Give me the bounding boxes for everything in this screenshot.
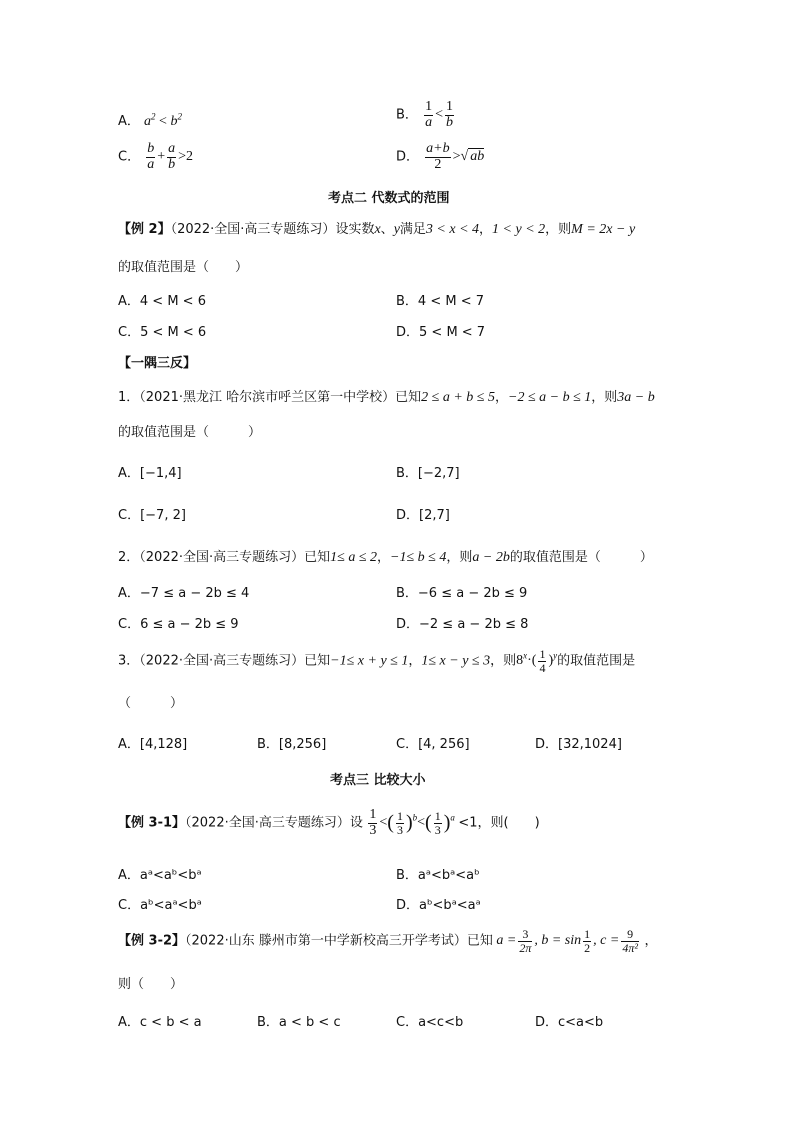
example-2-stem: [118, 218, 635, 238]
example-3-2-option-b: B．a < b < c: [257, 1015, 341, 1030]
frac-num: a: [168, 141, 176, 156]
problem-1-option-d: D．[2,7]: [396, 508, 450, 523]
option-letter: D．: [396, 149, 420, 165]
example-3-1-option-d: D．aᵇ<bᵃ<aᵃ: [396, 898, 481, 913]
example-label: 【例 3-1】: [118, 815, 186, 831]
frac-num: a+b: [426, 141, 450, 156]
option-letter: C．: [118, 149, 141, 165]
problem-1-option-c: C．[−7, 2]: [118, 508, 186, 523]
separator: ，: [494, 390, 508, 405]
frac-den: 3: [369, 822, 377, 838]
example-3-1-stem: 【例 3-1】（2022·全国·高三专题练习）设 $\frac{1}{3}$ <( $\frac{1}{3}$ )$^b$<( $\frac{1}{3}$ )$^a$ <1，则( ): [118, 807, 540, 838]
operator: ·(: [527, 653, 537, 669]
relation: >: [452, 149, 461, 165]
exponent: a: [450, 812, 455, 823]
frac-num: 1: [425, 99, 433, 114]
problem-1-stem-line2: 的取值范围是（ ）: [118, 425, 262, 440]
source-tag: （2022·全国·高三专题练习）: [170, 222, 336, 237]
section-title-practice: 【一隅三反】: [118, 356, 197, 371]
problem-number: 1．: [118, 390, 140, 405]
source-tag: （2021·黑龙江 哈尔滨市呼兰区第一中学校）: [139, 390, 396, 405]
frac-den: 2: [434, 156, 442, 172]
stem-text: 已知: [395, 390, 422, 405]
problem-2-option-d: D．−2 ≤ a − 2b ≤ 8: [396, 617, 529, 632]
option-letter: B．: [396, 107, 418, 123]
exponent: b: [412, 812, 418, 823]
exponent: x: [523, 650, 528, 661]
expression: a − 2b: [472, 550, 510, 565]
condition-2: −1≤ b ≤ 4: [390, 550, 447, 565]
example-3-2-option-d: D．c<a<b: [535, 1015, 604, 1030]
stem-text: ，则: [490, 653, 517, 669]
plus: +: [157, 149, 166, 165]
example-3-2-option-a: A．c < b < a: [118, 1015, 202, 1030]
condition-2: 1 < y < 2: [492, 222, 546, 237]
frac-den: 4π²: [622, 940, 638, 955]
example-2-stem-line2: 的取值范围是（ ）: [118, 260, 249, 275]
problem-3-option-a: A．[4,128]: [118, 737, 188, 752]
example-label: 【例 2】: [118, 222, 171, 237]
frac-num: 1: [539, 647, 546, 661]
stem-text: 已知: [304, 550, 331, 565]
separator: ，: [644, 933, 658, 949]
problem-number: 2．: [118, 550, 140, 565]
var-x: x: [374, 222, 381, 237]
problem-2-option-a: A．−7 ≤ a − 2b ≤ 4: [118, 586, 250, 601]
frac-den: a: [425, 114, 433, 130]
example-3-2-stem-line2: 则（ ）: [118, 977, 184, 992]
source-tag: （2022·全国·高三专题练习）: [139, 653, 305, 669]
condition-2: −2 ≤ a − b ≤ 1: [508, 390, 592, 405]
section-title-2: 考点二 代数式的范围: [328, 191, 450, 206]
example-3-1-option-a: A．aᵃ<aᵇ<bᵃ: [118, 868, 202, 883]
relation: <: [435, 107, 443, 123]
frac-den: 4: [539, 660, 546, 675]
problem-2-option-b: B．−6 ≤ a − 2b ≤ 9: [396, 586, 528, 601]
example-2-option-d: D．5 < M < 7: [396, 325, 486, 340]
relation: >2: [178, 149, 194, 165]
separator: ，: [377, 550, 391, 565]
problem-2-option-c: C．6 ≤ a − 2b ≤ 9: [118, 617, 239, 632]
relation: <: [417, 815, 426, 831]
stem-text: 已知: [304, 653, 331, 669]
frac-den: 3: [434, 822, 441, 837]
condition-1: 2 ≤ a + b ≤ 5: [421, 390, 495, 405]
source-tag: （2022·全国·高三专题练习）: [185, 815, 350, 831]
problem-3-option-c: C．[4, 256]: [396, 737, 470, 752]
base: 8: [516, 653, 524, 669]
frac-den: 3: [396, 822, 403, 837]
top-option-a: [118, 110, 182, 130]
stem-text: <1，则( ): [458, 815, 540, 831]
var-y: y: [393, 222, 400, 237]
frac-den: 2: [584, 940, 591, 955]
example-label: 【例 3-2】: [118, 933, 186, 949]
problem-3-stem-line2: （ ）: [118, 696, 184, 711]
expression: 3a − b: [617, 390, 655, 405]
separator: ，: [479, 222, 493, 237]
problem-1-stem: [118, 386, 655, 406]
math-a: a: [144, 114, 152, 129]
stem-text: 已知: [466, 933, 493, 949]
frac-num: 1: [445, 99, 453, 114]
top-option-d: D． $\frac{a+b}{2}$ >√ ab: [396, 141, 485, 172]
problem-3-stem: [118, 648, 635, 674]
condition-1: 1≤ a ≤ 2: [330, 550, 378, 565]
expression: M = 2x − y: [571, 222, 636, 237]
problem-1-option-b: B．[−2,7]: [396, 466, 460, 481]
top-option-c: [118, 142, 193, 172]
frac-num: 1: [584, 927, 591, 941]
frac-den: b: [168, 156, 176, 172]
separator: ，: [408, 653, 422, 669]
stem-text: 设: [349, 815, 363, 831]
stem-text: 的取值范围是（ ）: [509, 550, 653, 565]
example-3-1-option-b: B．aᵃ<bᵃ<aᵇ: [396, 868, 480, 883]
frac-den: a: [147, 156, 155, 172]
option-letter: A．: [118, 114, 140, 129]
frac-num: 1: [434, 809, 441, 824]
source-tag: （2022·山东 滕州市第一中学新校高三开学考试）: [185, 933, 467, 949]
relation: <: [159, 114, 167, 129]
stem-text: ，则: [545, 222, 572, 237]
condition-1: −1≤ x + y ≤ 1: [330, 653, 409, 669]
frac-num: b: [147, 141, 155, 156]
problem-number: 3．: [118, 653, 140, 669]
exponent: 2: [177, 111, 182, 122]
example-2-option-a: A．4 < M < 6: [118, 294, 206, 309]
exponent: 2: [151, 111, 156, 122]
example-3-2-stem: [118, 928, 657, 954]
stem-text: ，则: [446, 550, 473, 565]
var-c: , c =: [593, 933, 620, 949]
source-tag: （2022·全国·高三专题练习）: [139, 550, 305, 565]
frac-den: b: [445, 114, 453, 130]
example-2-option-b: B．4 < M < 7: [396, 294, 484, 309]
radicand: ab: [470, 149, 485, 165]
stem-text: ，则: [591, 390, 618, 405]
operator: ): [548, 653, 554, 669]
condition-2: 1≤ x − y ≤ 3: [421, 653, 491, 669]
stem-text: 设实数: [335, 222, 375, 237]
stem-text: 的取值范围是: [557, 653, 636, 669]
frac-num: 9: [621, 928, 639, 942]
frac-num: 1: [396, 809, 403, 824]
section-title-3: 考点三 比较大小: [330, 773, 426, 788]
var-a: a =: [496, 933, 517, 949]
example-3-2-option-c: C．a<c<b: [396, 1015, 464, 1030]
problem-3-option-b: B．[8,256]: [257, 737, 327, 752]
separator: 、: [380, 222, 394, 237]
frac-num: 1: [369, 807, 377, 822]
frac-num: 3: [518, 928, 532, 942]
exponent: y: [553, 650, 558, 661]
example-2-option-c: C．5 < M < 6: [118, 325, 207, 340]
stem-text: 满足: [399, 222, 426, 237]
math-b: b: [170, 114, 178, 129]
problem-3-option-d: D．[32,1024]: [535, 737, 622, 752]
problem-1-option-a: A．[−1,4]: [118, 466, 182, 481]
top-option-b: [396, 100, 456, 130]
example-3-1-option-c: C．aᵇ<aᵃ<bᵃ: [118, 898, 202, 913]
frac-den: 2π: [519, 940, 532, 955]
problem-2-stem: [118, 546, 653, 566]
relation: <: [379, 815, 388, 831]
var-b: , b = sin: [534, 933, 582, 949]
condition-1: 3 < x < 4: [425, 222, 480, 237]
